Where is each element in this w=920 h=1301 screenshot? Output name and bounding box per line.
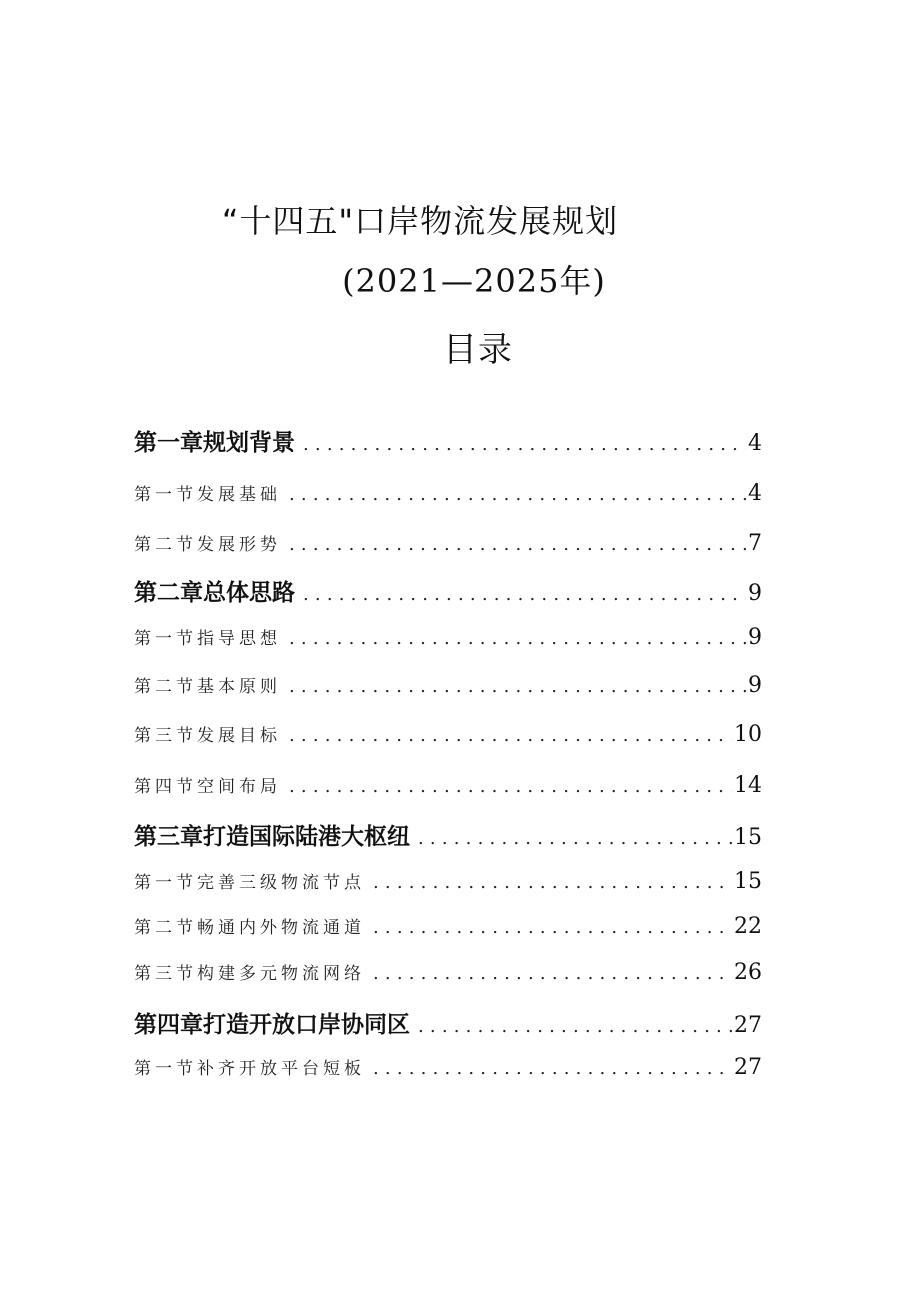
toc-entry-page: 4 bbox=[748, 431, 762, 456]
toc-entry-label: 第四节空间布局 bbox=[134, 777, 281, 797]
toc-leader-dots bbox=[418, 1016, 732, 1037]
toc-entry-page: 15 bbox=[734, 825, 762, 850]
toc-leader-dots bbox=[289, 628, 746, 649]
toc-entry-page: 14 bbox=[734, 773, 762, 798]
toc-entry-page: 27 bbox=[734, 1055, 762, 1080]
toc-leader-dots bbox=[303, 584, 746, 605]
toc-entry-page: 27 bbox=[734, 1013, 762, 1038]
toc-entry[interactable] bbox=[134, 480, 762, 506]
toc-entry-label: 第二章总体思路 bbox=[134, 580, 295, 606]
toc-entry-label: 第三节构建多元物流网络 bbox=[134, 964, 365, 984]
toc-entry[interactable] bbox=[134, 1006, 762, 1039]
toc-entry-label: 第一节补齐开放平台短板 bbox=[134, 1059, 365, 1079]
toc-entry-page: 7 bbox=[748, 531, 762, 556]
toc-leader-dots bbox=[303, 434, 746, 455]
toc-entry[interactable] bbox=[134, 530, 762, 556]
toc-entry-page: 15 bbox=[734, 869, 762, 894]
toc-leader-dots bbox=[289, 776, 732, 797]
toc-entry[interactable] bbox=[134, 424, 762, 457]
toc-entry[interactable] bbox=[134, 818, 762, 851]
toc-entry-label: 第一节完善三级物流节点 bbox=[134, 873, 365, 893]
toc-entry-label: 第三节发展目标 bbox=[134, 726, 281, 746]
toc-entry[interactable] bbox=[134, 1054, 762, 1080]
toc-entry[interactable] bbox=[134, 672, 762, 698]
toc-entry[interactable] bbox=[134, 721, 762, 747]
toc-leader-dots bbox=[373, 872, 732, 893]
toc-entry-page: 9 bbox=[748, 625, 762, 650]
toc-entry-label: 第四章打造开放口岸协同区 bbox=[134, 1012, 410, 1038]
toc-leader-dots bbox=[373, 1058, 732, 1079]
toc-entry[interactable] bbox=[134, 913, 762, 939]
toc-entry-page: 9 bbox=[748, 673, 762, 698]
toc-entry[interactable] bbox=[134, 868, 762, 894]
toc-entry-page: 22 bbox=[734, 914, 762, 939]
document-title: “十四五"口岸物流发展规划 bbox=[221, 202, 619, 240]
toc-entry-label: 第二节发展形势 bbox=[134, 535, 281, 555]
toc-entry-label: 第一章规划背景 bbox=[134, 430, 295, 456]
toc-entry-label: 第二节基本原则 bbox=[134, 677, 281, 697]
toc-entry-page: 10 bbox=[734, 722, 762, 747]
toc-entry[interactable] bbox=[134, 959, 762, 985]
toc-leader-dots bbox=[289, 534, 746, 555]
toc-entry-label: 第一节指导思想 bbox=[134, 629, 281, 649]
toc-leader-dots bbox=[289, 725, 732, 746]
toc-leader-dots bbox=[373, 917, 732, 938]
toc-heading: 目录 bbox=[443, 330, 513, 370]
toc-entry-page: 26 bbox=[734, 960, 762, 985]
toc-entry-page: 9 bbox=[748, 581, 762, 606]
toc-leader-dots bbox=[373, 963, 732, 984]
toc-leader-dots bbox=[289, 676, 746, 697]
toc-entry[interactable] bbox=[134, 772, 762, 798]
toc-entry-label: 第二节畅通内外物流通道 bbox=[134, 918, 365, 938]
toc-entry-page: 4 bbox=[748, 481, 762, 506]
toc-entry-label: 第三章打造国际陆港大枢纽 bbox=[134, 824, 410, 850]
toc-entry[interactable] bbox=[134, 624, 762, 650]
toc-entry-label: 第一节发展基础 bbox=[134, 485, 281, 505]
toc-leader-dots bbox=[418, 828, 732, 849]
toc-entry[interactable] bbox=[134, 574, 762, 607]
document-years: (2021—2025年) bbox=[342, 262, 606, 300]
toc-leader-dots bbox=[289, 484, 746, 505]
